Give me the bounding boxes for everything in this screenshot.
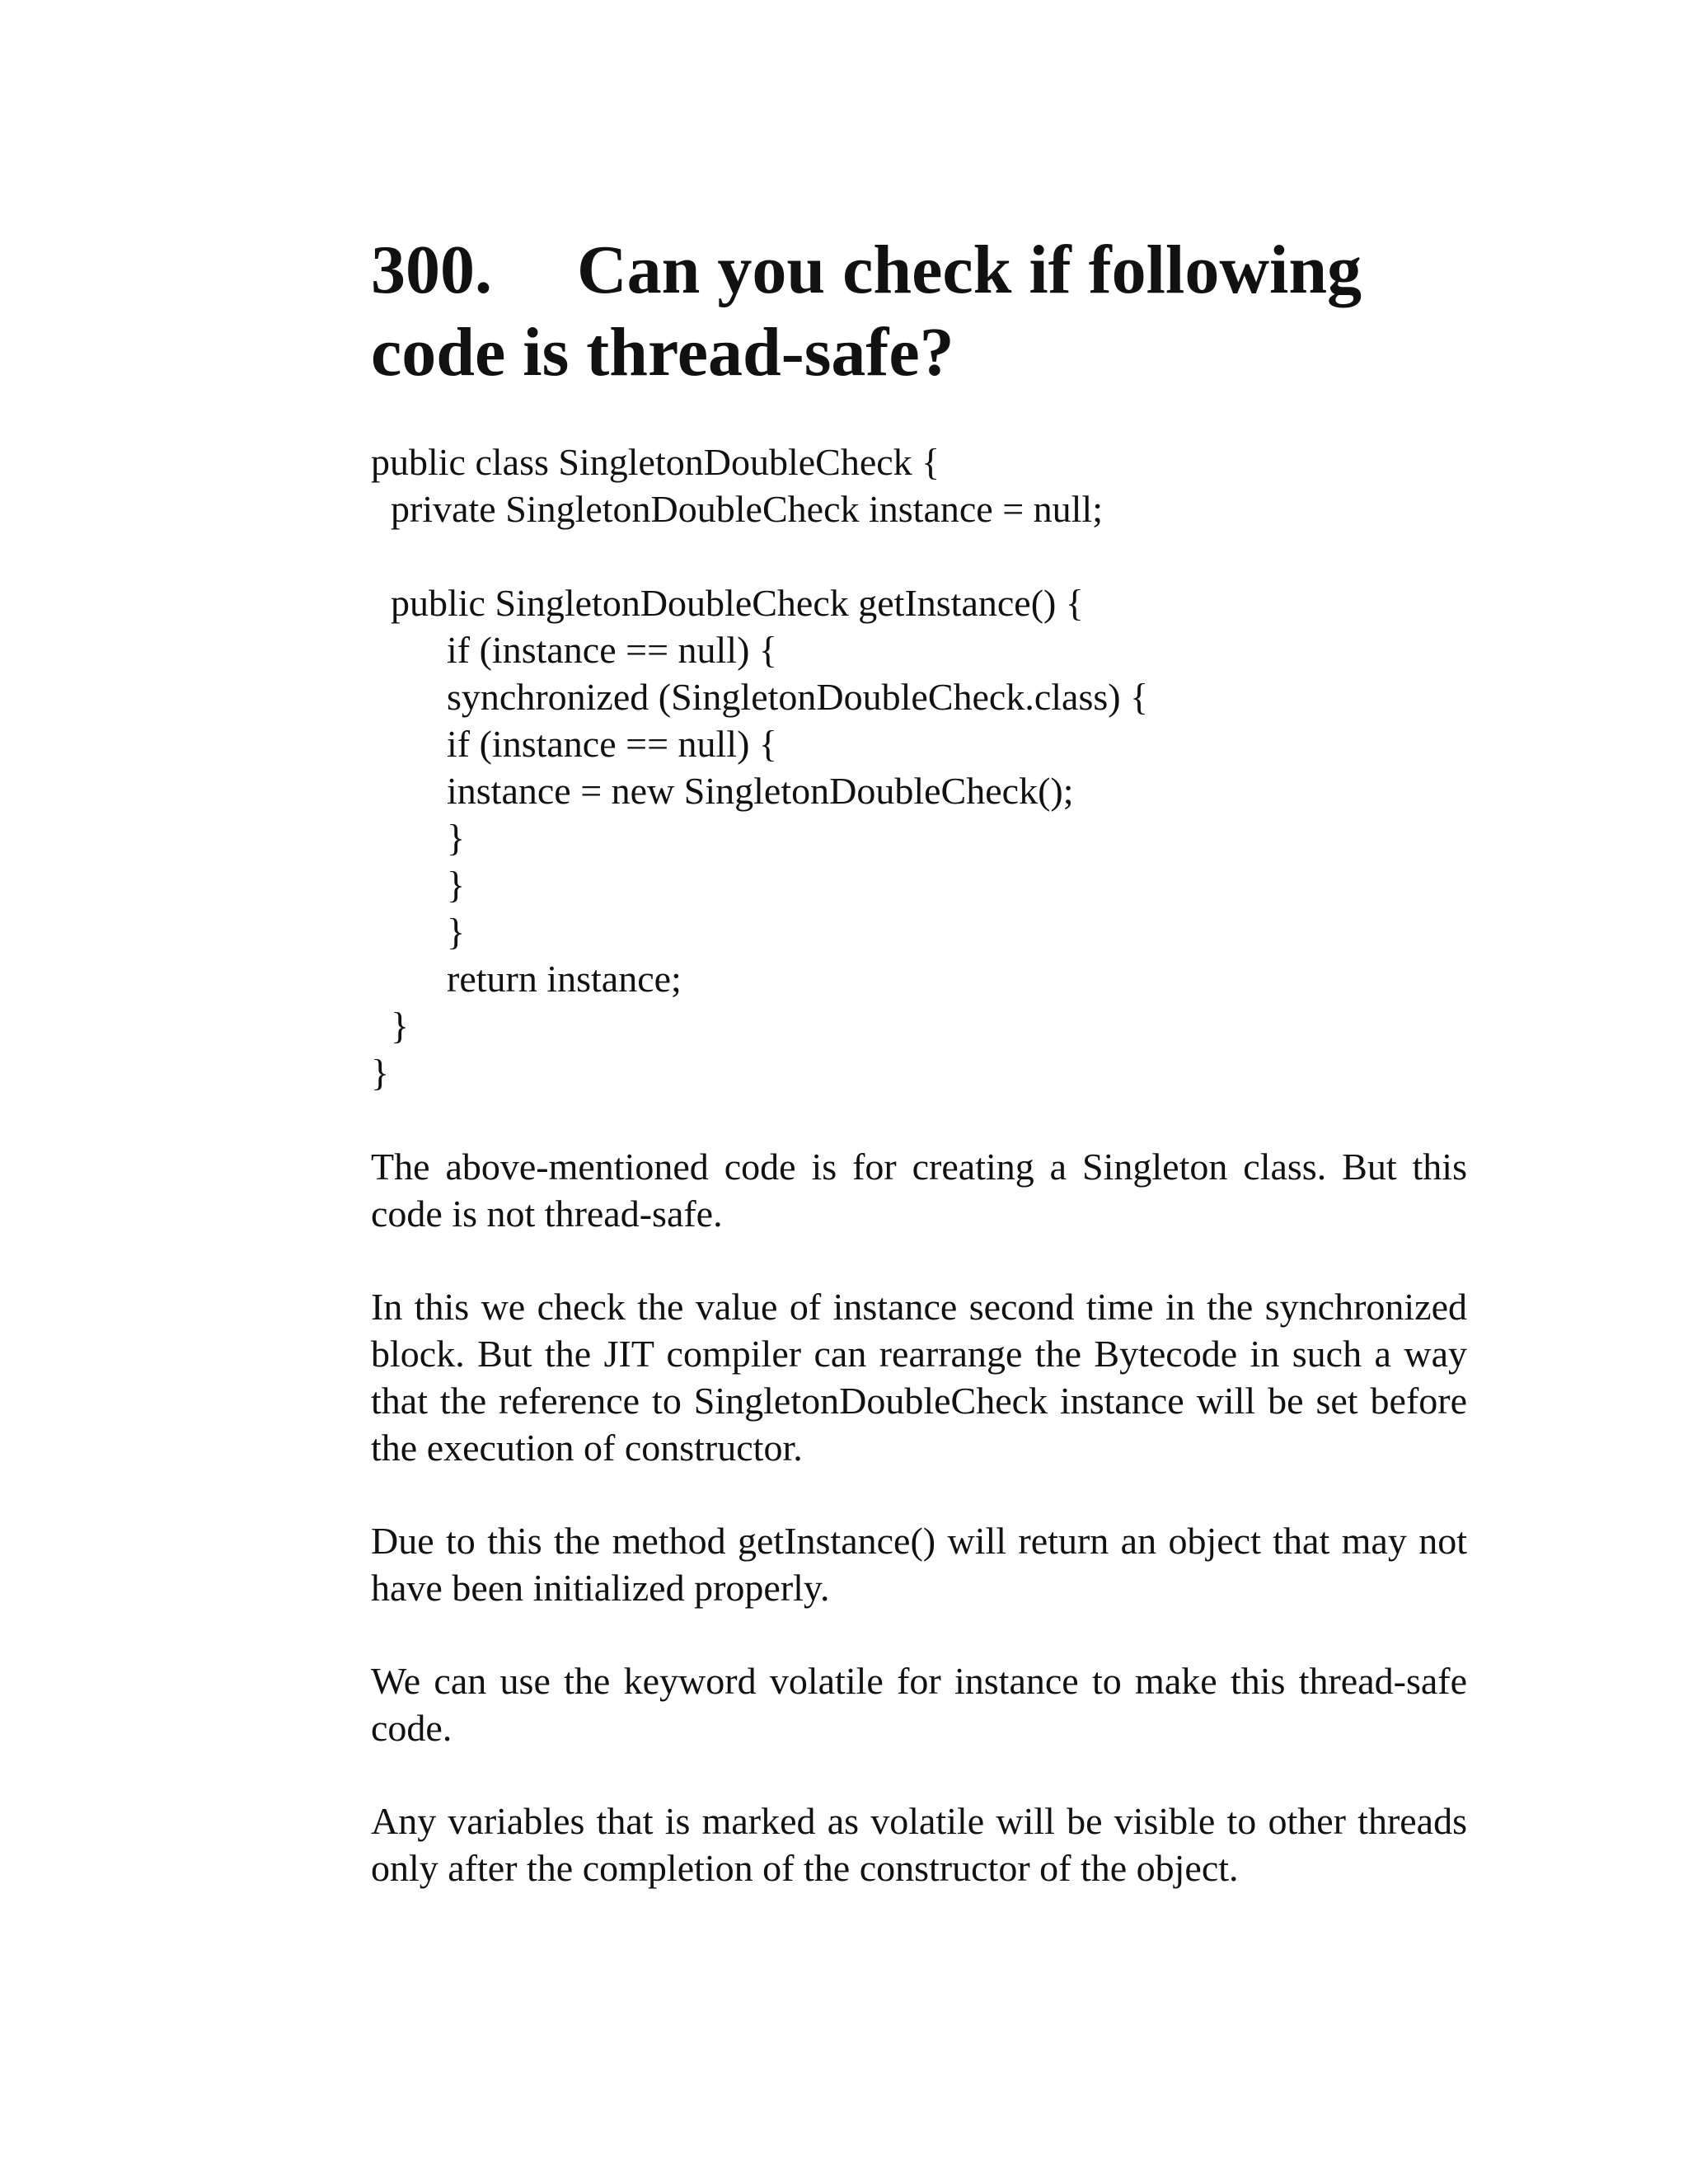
code-line: private SingletonDoubleCheck instance = null; bbox=[391, 488, 1103, 530]
code-line: synchronized (SingletonDoubleCheck.class) { bbox=[447, 676, 1149, 718]
code-line: } bbox=[447, 864, 466, 906]
code-line bbox=[371, 532, 1525, 579]
code-line: if (instance == null) { bbox=[447, 629, 777, 671]
paragraph: We can use the keyword volatile for instance to make this thread-safe code. bbox=[371, 1660, 1467, 1749]
code-line: } bbox=[371, 1052, 390, 1094]
question-number: 300. bbox=[371, 232, 492, 308]
code-line: instance = new SingletonDoubleCheck(); bbox=[447, 770, 1074, 812]
question-title-line1: Can you check if following bbox=[577, 232, 1362, 308]
paragraph: Any variables that is marked as volatile will be visible to other threads only after the completion of the constructor of the object. bbox=[371, 1800, 1467, 1889]
code-line: } bbox=[447, 817, 466, 859]
code-line: public class SingletonDoubleCheck { bbox=[371, 441, 940, 483]
code-line: if (instance == null) { bbox=[447, 723, 777, 765]
code-line: public SingletonDoubleCheck getInstance() { bbox=[391, 582, 1084, 624]
code-line: } bbox=[447, 911, 466, 953]
paragraph: In this we check the value of instance second time in the synchronized block. But the JIT compiler can rearrange the Bytecode in such a way that the reference to SingletonDoubleCheck instance will be set before the execution of constructor. bbox=[371, 1286, 1467, 1469]
code-line: return instance; bbox=[447, 958, 682, 1000]
code-block bbox=[371, 438, 1525, 1096]
code-line: } bbox=[391, 1005, 410, 1047]
paragraph: Due to this the method getInstance() will return an object that may not have been initialized properly. bbox=[371, 1520, 1467, 1609]
question-title-line2: code is thread-safe? bbox=[371, 314, 954, 391]
paragraph: The above-mentioned code is for creating a Singleton class. But this code is not thread-safe. bbox=[371, 1146, 1467, 1235]
question-heading bbox=[371, 229, 1475, 394]
